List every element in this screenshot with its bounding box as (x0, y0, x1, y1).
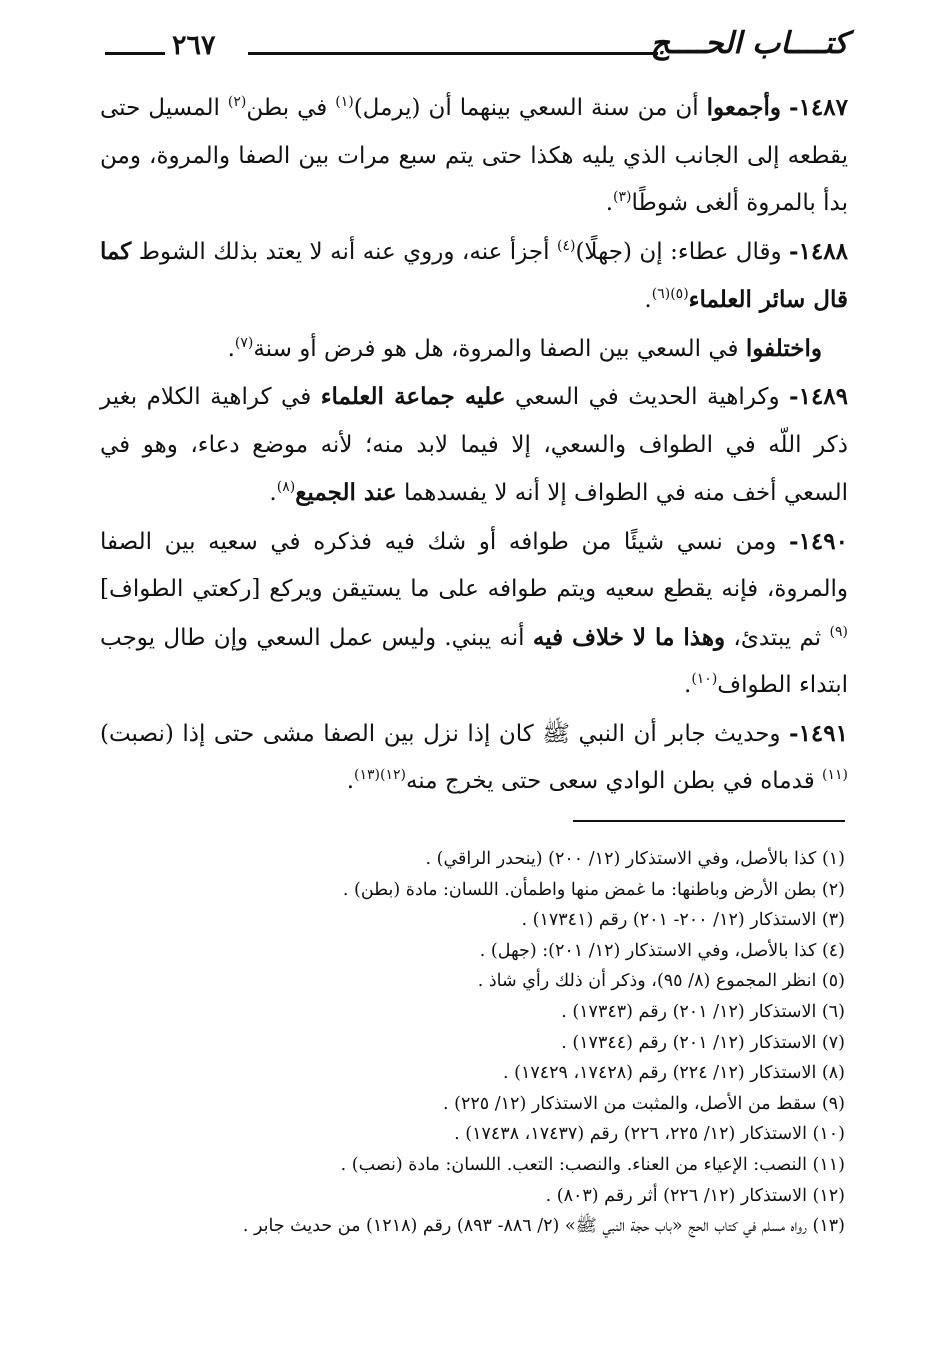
text-run: . (269, 480, 277, 506)
footnote-item: (٢) بطن الأرض وباطنها: ما غمض منها واطمأن. اللسان: مادة (بطن) . (342, 879, 845, 900)
footnote-reference[interactable]: (٢) (227, 94, 247, 110)
footnote-reference[interactable]: (١١) (822, 767, 848, 783)
footnote-item: (١١) النصب: الإعياء من العناء. والنصب: التعب. اللسان: مادة (نصب) . (340, 1154, 845, 1175)
text-run: . (644, 287, 652, 313)
paragraph-number: ١٤٩١- (789, 719, 848, 747)
text-run: ثم يبتدئ، (725, 624, 830, 651)
paragraph-number: ١٤٨٩- (789, 383, 849, 410)
footnote-reference[interactable]: (٤) (556, 237, 576, 254)
footnote-item: (١٠) الاستذكار (١٢/ ٢٢٥، ٢٢٦) رقم (١٧٤٣٧، ١٧٤٣٨) . (454, 1124, 845, 1145)
footnote-reference[interactable]: (٣) (613, 189, 632, 205)
bold-text: وهذا ما لا خلاف فيه (532, 623, 726, 651)
text-run: أجزأ عنه، وروي عنه أنه لا يعتد بذلك الشوط (131, 238, 557, 265)
text-run: أنه يبني. وليس عمل السعي وإن طال يوجب ابتداء الطواف (100, 624, 848, 698)
text-run (781, 95, 789, 121)
footnote-separator (573, 820, 845, 822)
footnote-reference[interactable]: (١٠) (691, 671, 718, 687)
header-rule-left (105, 52, 165, 55)
text-run: وقال عطاء: إن (جهلًا) (575, 238, 790, 265)
text-run: في بطن (246, 95, 336, 121)
footnote-item: (٤) كذا بالأصل، وفي الاستذكار (١٢/ ٢٠١): (جهل) . (479, 940, 845, 961)
running-title: كتــــاب الحــــج (650, 26, 848, 61)
paragraph (100, 84, 848, 228)
paragraph (100, 228, 848, 325)
footnote-reference[interactable]: (١) (335, 94, 354, 110)
footnote-item: (٣) الاستذكار (١٢/ ٢٠٠- ٢٠١) رقم (١٧٣٤١) . (521, 910, 845, 931)
text-run: أن من سنة السعي بينهما أن (يرمل) (353, 95, 707, 121)
text-run: قدماه في بطن الوادي سعى حتى يخرج منه (405, 768, 823, 794)
footnote-item: (٩) سقط من الأصل، والمثبت من الاستذكار (١٢/ ٢٢٥) . (443, 1093, 845, 1114)
text-run: وكراهية الحديث في السعي (505, 384, 790, 410)
text-run: وحديث جابر أن النبي ﷺ كان إذا نزل بين الصفا مشى حتى إذا (نصبت) (100, 720, 790, 747)
footnote-item: (١٣) رواه مسلم في كتاب الحج «باب حجة النبي ﷺ» (٢/ ٨٨٦- ٨٩٣) رقم (١٢١٨) من حديث جابر . (242, 1216, 845, 1237)
page-header (100, 26, 848, 80)
paragraph-number: ١٤٨٧- (789, 94, 848, 121)
footnote-item: (١٢) الاستذكار (١٢/ ٢٢٦) أثر رقم (٨٠٣) . (545, 1185, 845, 1206)
paragraph-number: ١٤٩٠- (789, 527, 848, 555)
footnote-item: (٨) الاستذكار (١٢/ ٢٢٤) رقم (١٧٤٢٨، ١٧٤٢٩) . (502, 1063, 845, 1084)
bold-text: واختلفوا (745, 334, 822, 362)
page-number: ٢٦٧ (172, 30, 216, 61)
footnote-item: (١) كذا بالأصل، وفي الاستذكار (١٢/ ٢٠٠) (ينحدر الراقي) . (425, 849, 845, 869)
paragraph (100, 518, 848, 710)
footnote-item: (٦) الاستذكار (١٢/ ٢٠١) رقم (١٧٣٤٣) . (561, 1001, 845, 1022)
footnote-reference[interactable]: (٩) (829, 623, 848, 640)
footnotes (100, 844, 845, 1242)
bold-text: عند الجميع (295, 479, 397, 506)
main-text (100, 84, 848, 806)
paragraph (100, 710, 848, 806)
bold-text: وأجمعوا (706, 94, 782, 121)
footnote-reference[interactable]: (٥)(٦) (651, 286, 689, 302)
text-run: في كراهية الكلام بغير ذكر اللّه في الطواف والسعي، إلا فيما لابد منه؛ لأنه موضع دعاء، وهو في السعي أخف منه في الطواف إلا أنه لا يفسدهما (100, 384, 848, 506)
text-run: . (227, 335, 235, 362)
text-run: . (346, 768, 354, 794)
footnote-reference[interactable]: (٧) (234, 334, 254, 351)
paragraph (100, 373, 848, 518)
footnote-item: (٥) انظر المجموع (٨/ ٩٥)، وذكر أن ذلك رأي شاذ . (477, 971, 845, 992)
footnote-reference[interactable]: (٨) (276, 479, 296, 495)
text-run: . (684, 672, 692, 698)
paragraph (100, 325, 848, 374)
header-rule-middle (248, 52, 658, 55)
text-run: ومن نسي شيئًا من طوافه أو شك فيه فذكره في سعيه بين الصفا والمروة، فإنه يقطع سعيه ويتم طوافه على ما يستيقن ويركع [ركعتي الطواف] (100, 528, 848, 602)
footnote-item: (٧) الاستذكار (١٢/ ٢٠١) رقم (١٧٣٤٤) . (561, 1032, 845, 1053)
paragraph-number: ١٤٨٨- (789, 237, 848, 265)
text-run: في السعي بين الصفا والمروة، هل هو فرض أو سنة (253, 335, 746, 362)
bold-text: عليه جماعة العلماء (320, 383, 506, 410)
text-run: المسيل حتى يقطعه إلى الجانب الذي يليه هكذا حتى يتم سبع مرات بين الصفا والمروة، ومن بدأ بالمروة ألغى شوطًا (100, 95, 848, 216)
footnote-reference[interactable]: (١٢)(١٣) (354, 767, 406, 783)
text-run: . (605, 190, 614, 216)
bold-text: كما قال سائر العلماء (100, 237, 848, 313)
